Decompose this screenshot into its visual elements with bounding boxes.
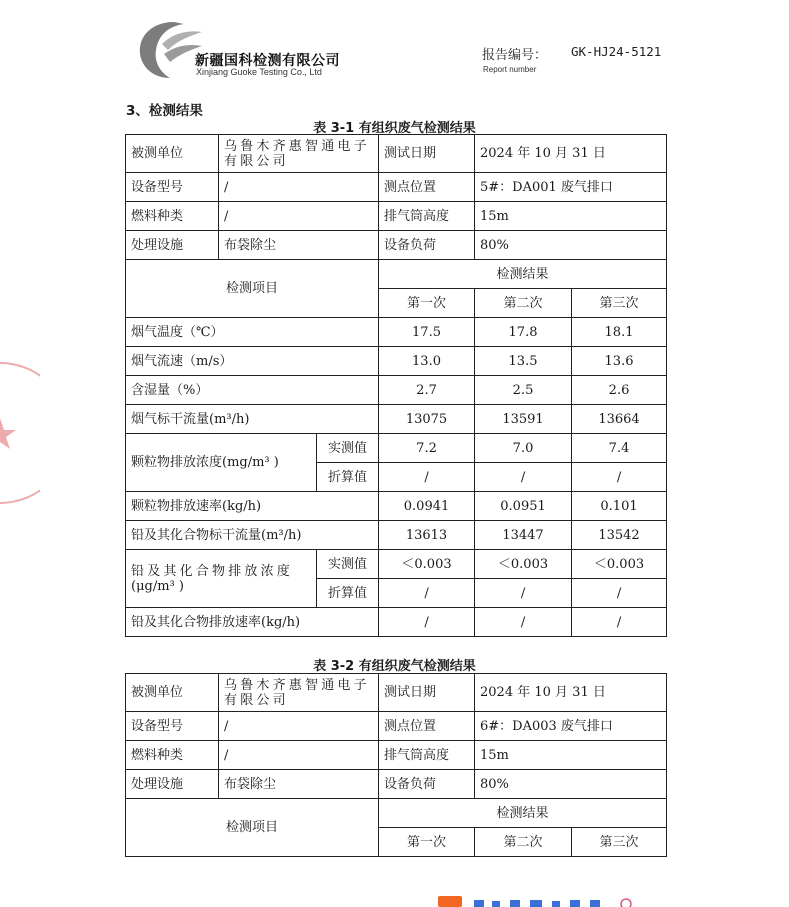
cell: 7.2 [379, 434, 475, 463]
cell: 13.6 [572, 347, 667, 376]
pb-conc-measured-label: 实测值 [317, 550, 379, 579]
cell: 0.0941 [379, 492, 475, 521]
table1-caption: 表 3-1 有组织废气检测结果 [313, 121, 476, 136]
pb-conc-label [126, 550, 317, 608]
table1-point-value: 5#：DA001 废气排口 [475, 173, 667, 202]
table2-height-value: 15m [475, 741, 667, 770]
table2-date-label: 测试日期 [379, 674, 475, 712]
cell: 13542 [572, 521, 667, 550]
cell: 0.0951 [475, 492, 572, 521]
cell: 0.101 [572, 492, 667, 521]
cell: ＜0.003 [379, 550, 475, 579]
report-number-label-en: Report number [483, 65, 537, 74]
table2-fuel-value: / [219, 741, 379, 770]
table-row [126, 318, 667, 347]
cell: / [572, 579, 667, 608]
table1-height-value: 15m [475, 202, 667, 231]
table2-point-value: 6#：DA003 废气排口 [475, 712, 667, 741]
table2-load-value: 80% [475, 770, 667, 799]
red-seal-stamp [0, 358, 40, 508]
pm-conc-label: 颗粒物排放浓度(mg/m³ ) [126, 434, 317, 492]
table2-col-first: 第一次 [379, 828, 475, 857]
pb-conc-converted-label: 折算值 [317, 579, 379, 608]
table2-model-label: 设备型号 [126, 712, 219, 741]
bottom-toolbar-strip [430, 893, 670, 907]
table-row [126, 492, 667, 521]
cell: 2.7 [379, 376, 475, 405]
table1-date-value: 2024 年 10 月 31 日 [475, 135, 667, 173]
table1-load-label: 设备负荷 [379, 231, 475, 260]
cell: 13075 [379, 405, 475, 434]
table-row [126, 521, 667, 550]
table2-height-label: 排气筒高度 [379, 741, 475, 770]
table2-col-third: 第三次 [572, 828, 667, 857]
table2-unit-label: 被测单位 [126, 674, 219, 712]
table1-date-label: 测试日期 [379, 135, 475, 173]
table1-model-label: 设备型号 [126, 173, 219, 202]
pm-conc-converted-label: 折算值 [317, 463, 379, 492]
table1-col-first: 第一次 [379, 289, 475, 318]
row-label: 烟气标干流量(m³/h) [126, 405, 379, 434]
row-label: 烟气流速（m/s） [126, 347, 379, 376]
table2-item-header: 检测项目 [126, 799, 379, 857]
cell: / [475, 463, 572, 492]
cell: 17.8 [475, 318, 572, 347]
cell: / [572, 463, 667, 492]
row-label: 铅及其化合物排放速率(kg/h) [126, 608, 379, 637]
table2 [125, 673, 667, 857]
cell: 2.6 [572, 376, 667, 405]
section-title: 3、检测结果 [126, 103, 203, 119]
cell: ＜0.003 [475, 550, 572, 579]
company-name-cn: 新疆国科检测有限公司 [195, 53, 340, 69]
table1-model-value: / [219, 173, 379, 202]
cell: ＜0.003 [572, 550, 667, 579]
table1-facility-value: 布袋除尘 [219, 231, 379, 260]
table1-col-third: 第三次 [572, 289, 667, 318]
table2-date-value: 2024 年 10 月 31 日 [475, 674, 667, 712]
table1-result-header: 检测结果 [379, 260, 667, 289]
table1-unit-value: 乌鲁木齐惠智通电子有限公司 [219, 135, 379, 173]
table-row [126, 376, 667, 405]
cell: 13.5 [475, 347, 572, 376]
cell: / [572, 608, 667, 637]
table2-caption: 表 3-2 有组织废气检测结果 [313, 659, 476, 674]
cell: / [475, 608, 572, 637]
table-row [126, 405, 667, 434]
table2-unit-value: 乌鲁木齐惠智通电子有限公司 [219, 674, 379, 712]
cell: / [379, 579, 475, 608]
table1-point-label: 测点位置 [379, 173, 475, 202]
cell: 13591 [475, 405, 572, 434]
company-name-en: Xinjiang Guoke Testing Co., Ltd [196, 67, 322, 77]
table1-facility-label: 处理设施 [126, 231, 219, 260]
row-label: 铅及其化合物标干流量(m³/h) [126, 521, 379, 550]
cell: 13613 [379, 521, 475, 550]
table2-col-second: 第二次 [475, 828, 572, 857]
table1-load-value: 80% [475, 231, 667, 260]
company-logo [134, 18, 204, 80]
table2-point-label: 测点位置 [379, 712, 475, 741]
table1-height-label: 排气筒高度 [379, 202, 475, 231]
pb-conc-label-line1: 铅及其化合物排放浓度 [131, 563, 294, 579]
table1-col-second: 第二次 [475, 289, 572, 318]
table2-fuel-label: 燃料种类 [126, 741, 219, 770]
cell: / [475, 579, 572, 608]
table1-unit-label: 被测单位 [126, 135, 219, 173]
row-label: 含湿量（%） [126, 376, 379, 405]
table-row [126, 608, 667, 637]
table2-model-value: / [219, 712, 379, 741]
report-number-label: 报告编号： [482, 48, 548, 63]
table2-result-header: 检测结果 [379, 799, 667, 828]
cell: 17.5 [379, 318, 475, 347]
cell: 13447 [475, 521, 572, 550]
table1-fuel-label: 燃料种类 [126, 202, 219, 231]
cell: 7.4 [572, 434, 667, 463]
table1-fuel-value: / [219, 202, 379, 231]
cell: 13.0 [379, 347, 475, 376]
cell: 2.5 [475, 376, 572, 405]
table1 [125, 134, 667, 637]
cell: / [379, 463, 475, 492]
cell: 13664 [572, 405, 667, 434]
report-number: GK-HJ24-5121 [571, 44, 662, 59]
table2-facility-value: 布袋除尘 [219, 770, 379, 799]
table1-item-header: 检测项目 [126, 260, 379, 318]
table-row [126, 347, 667, 376]
row-label: 颗粒物排放速率(kg/h) [126, 492, 379, 521]
pm-conc-measured-label: 实测值 [317, 434, 379, 463]
cell: 7.0 [475, 434, 572, 463]
cell: / [379, 608, 475, 637]
table2-facility-label: 处理设施 [126, 770, 219, 799]
cell: 18.1 [572, 318, 667, 347]
table2-load-label: 设备负荷 [379, 770, 475, 799]
row-label: 烟气温度（℃） [126, 318, 379, 347]
pb-conc-label-line2: (μg/m³ ) [131, 578, 184, 594]
